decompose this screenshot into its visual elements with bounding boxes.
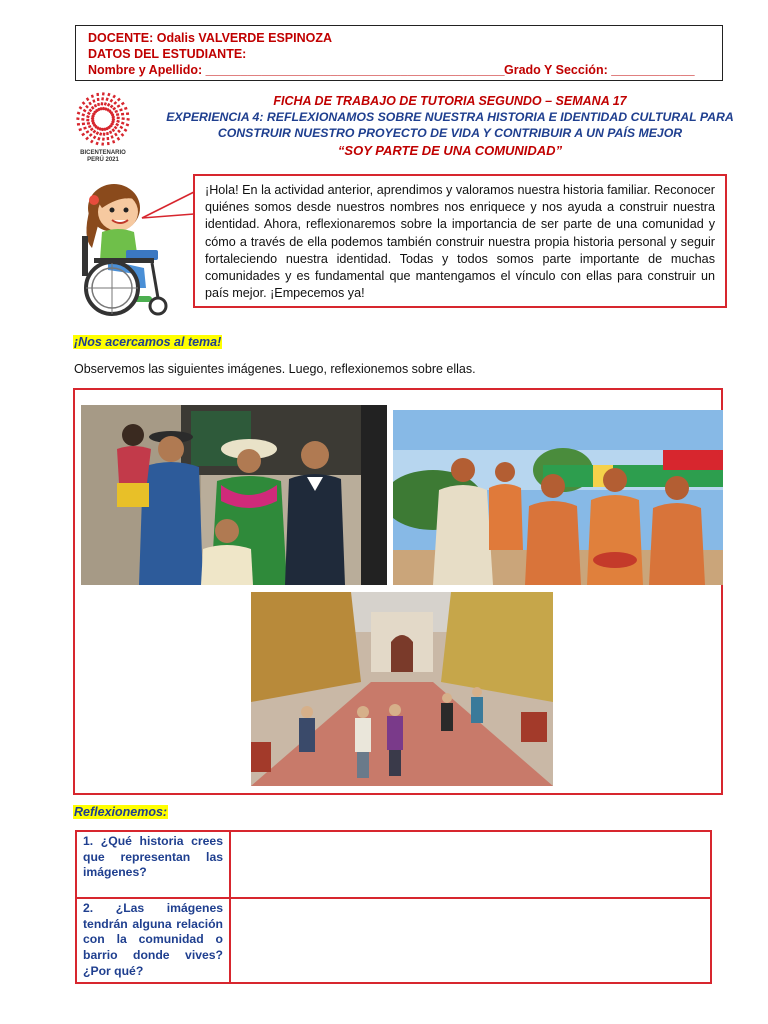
- reflection-table: [75, 830, 712, 984]
- instruction-text: Observemos las siguientes imágenes. Luego, reflexionemos sobre ellas.: [74, 362, 476, 376]
- speech-box: [193, 174, 727, 308]
- logo-ray: [107, 127, 109, 146]
- section-heading-topic-text: ¡Nos acercamos al tema!: [74, 335, 222, 349]
- logo-ray: [97, 92, 99, 111]
- worksheet-title: FICHA DE TRABAJO DE TUTORIA SEGUNDO – SEMANA 17: [273, 94, 627, 108]
- student-data-label: DATOS DEL ESTUDIANTE:: [88, 47, 247, 61]
- experience-title-line-1: EXPERIENCIA 4: REFLEXIONAMOS SOBRE NUESTRA HISTORIA E IDENTIDAD CULTURAL PARA: [166, 110, 734, 124]
- indigenous-community-photo: [393, 410, 723, 585]
- teacher-name: DOCENTE: Odalis VALVERDE ESPINOZA: [88, 31, 333, 45]
- section-heading-reflect: [73, 803, 168, 821]
- city-street-photo: [251, 592, 553, 786]
- logo-line-1: BICENTENARIO: [80, 150, 126, 156]
- grade-section-field-label: Grado Y Sección: ____________: [504, 63, 695, 77]
- section-heading-reflect-text: Reflexionemos:: [74, 805, 168, 819]
- answer-cell-2[interactable]: [230, 898, 711, 983]
- question-1: 1. ¿Qué historia crees que representan las imágenes?: [76, 831, 230, 898]
- slogan: “SOY PARTE DE UNA COMUNIDAD”: [337, 143, 563, 158]
- experience-title-line-2: CONSTRUIR NUESTRO PROYECTO DE VIDA Y CONTRIBUIR A UN PAÍS MEJOR: [217, 126, 683, 140]
- bicentenario-logo: [72, 88, 134, 168]
- student-info-box: [75, 25, 723, 81]
- logo-ray: [111, 113, 130, 115]
- speech-pointer: [140, 188, 196, 224]
- section-heading-topic: [73, 333, 222, 351]
- family-photo: [81, 405, 387, 585]
- images-frame: [73, 388, 723, 795]
- intro-paragraph: ¡Hola! En la actividad anterior, aprendimos y valoramos nuestra historia familiar. Reconocer quiénes somos desde nuestros nombres nos enriquece y nos ayuda a construir nuestra identidad. Ahora, reflexionaremos sobre la importancia de ser parte de una comunidad y cómo a través de ella podemos también construir nuestra propia historia personal y seguir fortaleciendo nuestra identidad. Todas y todos somos parte importante de muchas comunidades y es fundamental que mantengamos el vínculo con ellas para construir un país mejor. ¡Empecemos ya!: [205, 183, 715, 301]
- logo-line-2: PERÚ 2021: [87, 157, 119, 163]
- answer-cell-1[interactable]: [230, 831, 711, 898]
- table-row: [76, 898, 711, 983]
- name-field-label: Nombre y Apellido: ___________________________________________: [88, 63, 505, 77]
- table-row: [76, 831, 711, 898]
- logo-ray: [76, 123, 95, 125]
- question-2: 2. ¿Las imágenes tendrán alguna relación con la comunidad o barrio donde vives? ¿Por qué?: [76, 898, 230, 983]
